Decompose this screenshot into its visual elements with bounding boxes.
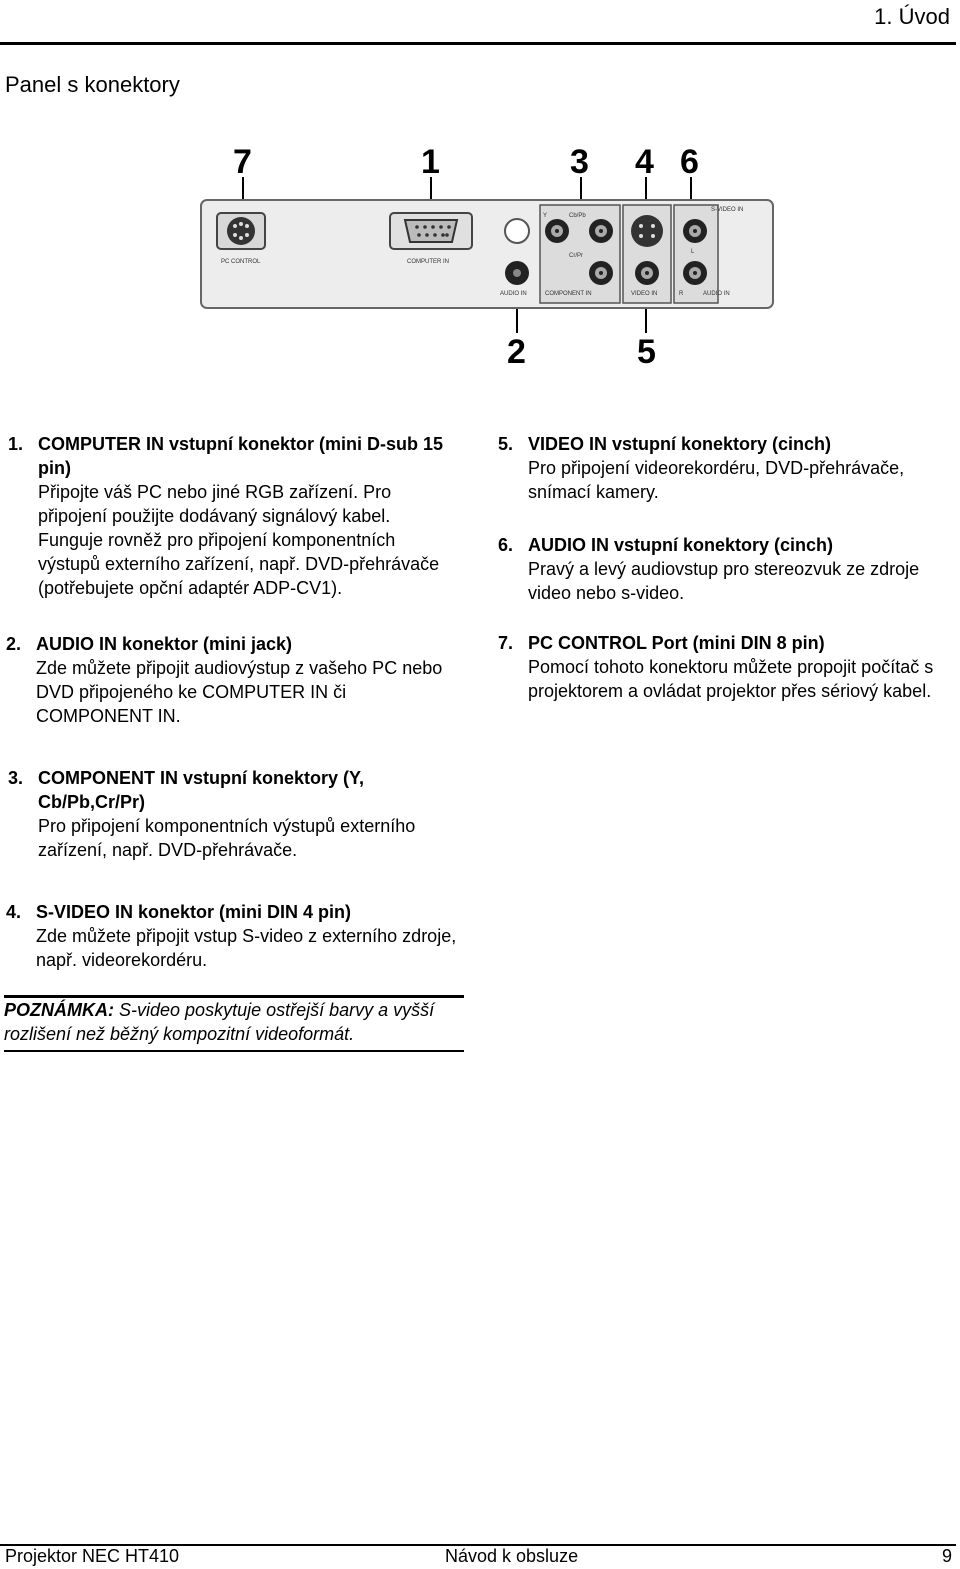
- callout-7: 7: [233, 143, 252, 181]
- item-2-number: 2.: [6, 634, 22, 654]
- item-1-title: COMPUTER IN vstupní konektor (mini D-sub 15 pin): [38, 434, 444, 478]
- audio-in-jack: [505, 261, 529, 285]
- label-cr-pr: Cr/Pr: [569, 253, 583, 259]
- note-rule-bottom: [4, 1050, 464, 1052]
- item-4-body: Zde můžete připojit vstup S-video z externího zdroje, např. videorekordéru.: [36, 926, 457, 970]
- note-box: [4, 998, 464, 1046]
- label-component-in: COMPONENT IN: [545, 291, 592, 297]
- callout-4: 4: [635, 143, 654, 181]
- note-text: S-video poskytuje ostřejší barvy a vyšší rozlišení než běžný kompozitní videoformát.: [4, 1000, 435, 1044]
- component-y-jack: [545, 219, 569, 243]
- footer-page-number: 9: [941, 1546, 952, 1566]
- callout-6: 6: [680, 143, 699, 181]
- component-cb-jack: [589, 219, 613, 243]
- chapter-header: 1. Úvod: [874, 4, 950, 29]
- pc-control-connector: [217, 213, 265, 249]
- item-6-body: Pravý a levý audiovstup pro stereozvuk ze zdroje video nebo s-video.: [528, 559, 920, 603]
- item-2: [6, 632, 456, 728]
- item-4-number: 4.: [6, 902, 22, 922]
- audio-in-r-jack: [683, 261, 707, 285]
- label-r: R: [679, 291, 684, 297]
- component-cr-jack: [589, 261, 613, 285]
- label-audio-in-right: AUDIO IN: [703, 291, 730, 297]
- item-6-number: 6.: [498, 535, 514, 555]
- label-pc-control: PC CONTROL: [221, 259, 261, 265]
- item-1-number: 1.: [8, 434, 24, 454]
- label-s-video-in: S-VIDEO IN: [711, 207, 744, 213]
- item-5-title: VIDEO IN vstupní konektory (cinch): [528, 434, 832, 454]
- label-cb-pb: Cb/Pb: [569, 213, 586, 219]
- footer-product: Projektor NEC HT410: [5, 1546, 180, 1566]
- blank-hole: [505, 219, 529, 243]
- label-l: L: [691, 249, 695, 255]
- item-1: [8, 432, 458, 600]
- item-6-title: AUDIO IN vstupní konektory (cinch): [528, 535, 834, 555]
- callout-1: 1: [421, 143, 440, 181]
- item-3: [8, 766, 458, 862]
- label-audio-in-left: AUDIO IN: [500, 291, 527, 297]
- connector-panel-figure: [195, 135, 785, 375]
- note-label: POZNÁMKA:: [4, 1000, 114, 1020]
- item-7-number: 7.: [498, 633, 514, 653]
- audio-in-l-jack: [683, 219, 707, 243]
- item-1-body: Připojte váš PC nebo jiné RGB zařízení. Pro připojení použijte dodávaný signálový kabel. Funguje rovněž pro připojení komponentních výstupů externího zařízení, např. DVD-přehrávače (potřebujete opční adaptér ADP-CV1).: [38, 482, 440, 598]
- s-video-in-connector: [631, 215, 663, 247]
- item-5: [498, 432, 938, 504]
- label-video-in: VIDEO IN: [631, 291, 658, 297]
- item-7-title: PC CONTROL Port (mini DIN 8 pin): [528, 633, 825, 653]
- callout-5: 5: [637, 333, 656, 371]
- item-3-title: COMPONENT IN vstupní konektory (Y, Cb/Pb,Cr/Pr): [38, 768, 365, 812]
- item-5-body: Pro připojení videorekordéru, DVD-přehrávače, snímací kamery.: [528, 458, 905, 502]
- item-4-title: S-VIDEO IN konektor (mini DIN 4 pin): [36, 902, 352, 922]
- item-3-number: 3.: [8, 768, 24, 788]
- label-computer-in: COMPUTER IN: [407, 259, 449, 265]
- header-rule: [0, 42, 956, 45]
- footer-manual-title: Návod k obsluze: [445, 1546, 579, 1566]
- item-2-body: Zde můžete připojit audiovýstup z vašeho PC nebo DVD připojeného ke COMPUTER IN či COMPONENT IN.: [36, 658, 443, 726]
- item-7: [498, 631, 948, 703]
- section-title: Panel s konektory: [5, 72, 180, 97]
- computer-in-connector: [390, 213, 472, 249]
- video-in-jack: [635, 261, 659, 285]
- label-y: Y: [543, 213, 548, 219]
- item-3-body: Pro připojení komponentních výstupů externího zařízení, např. DVD-přehrávače.: [38, 816, 416, 860]
- item-4: [6, 900, 466, 972]
- callout-2: 2: [507, 333, 526, 371]
- item-2-title: AUDIO IN konektor (mini jack): [36, 634, 293, 654]
- item-7-body: Pomocí tohoto konektoru můžete propojit počítač s projektorem a ovládat projektor přes sériový kabel.: [528, 657, 934, 701]
- item-6: [498, 533, 938, 605]
- item-5-number: 5.: [498, 434, 514, 454]
- callout-3: 3: [570, 143, 589, 181]
